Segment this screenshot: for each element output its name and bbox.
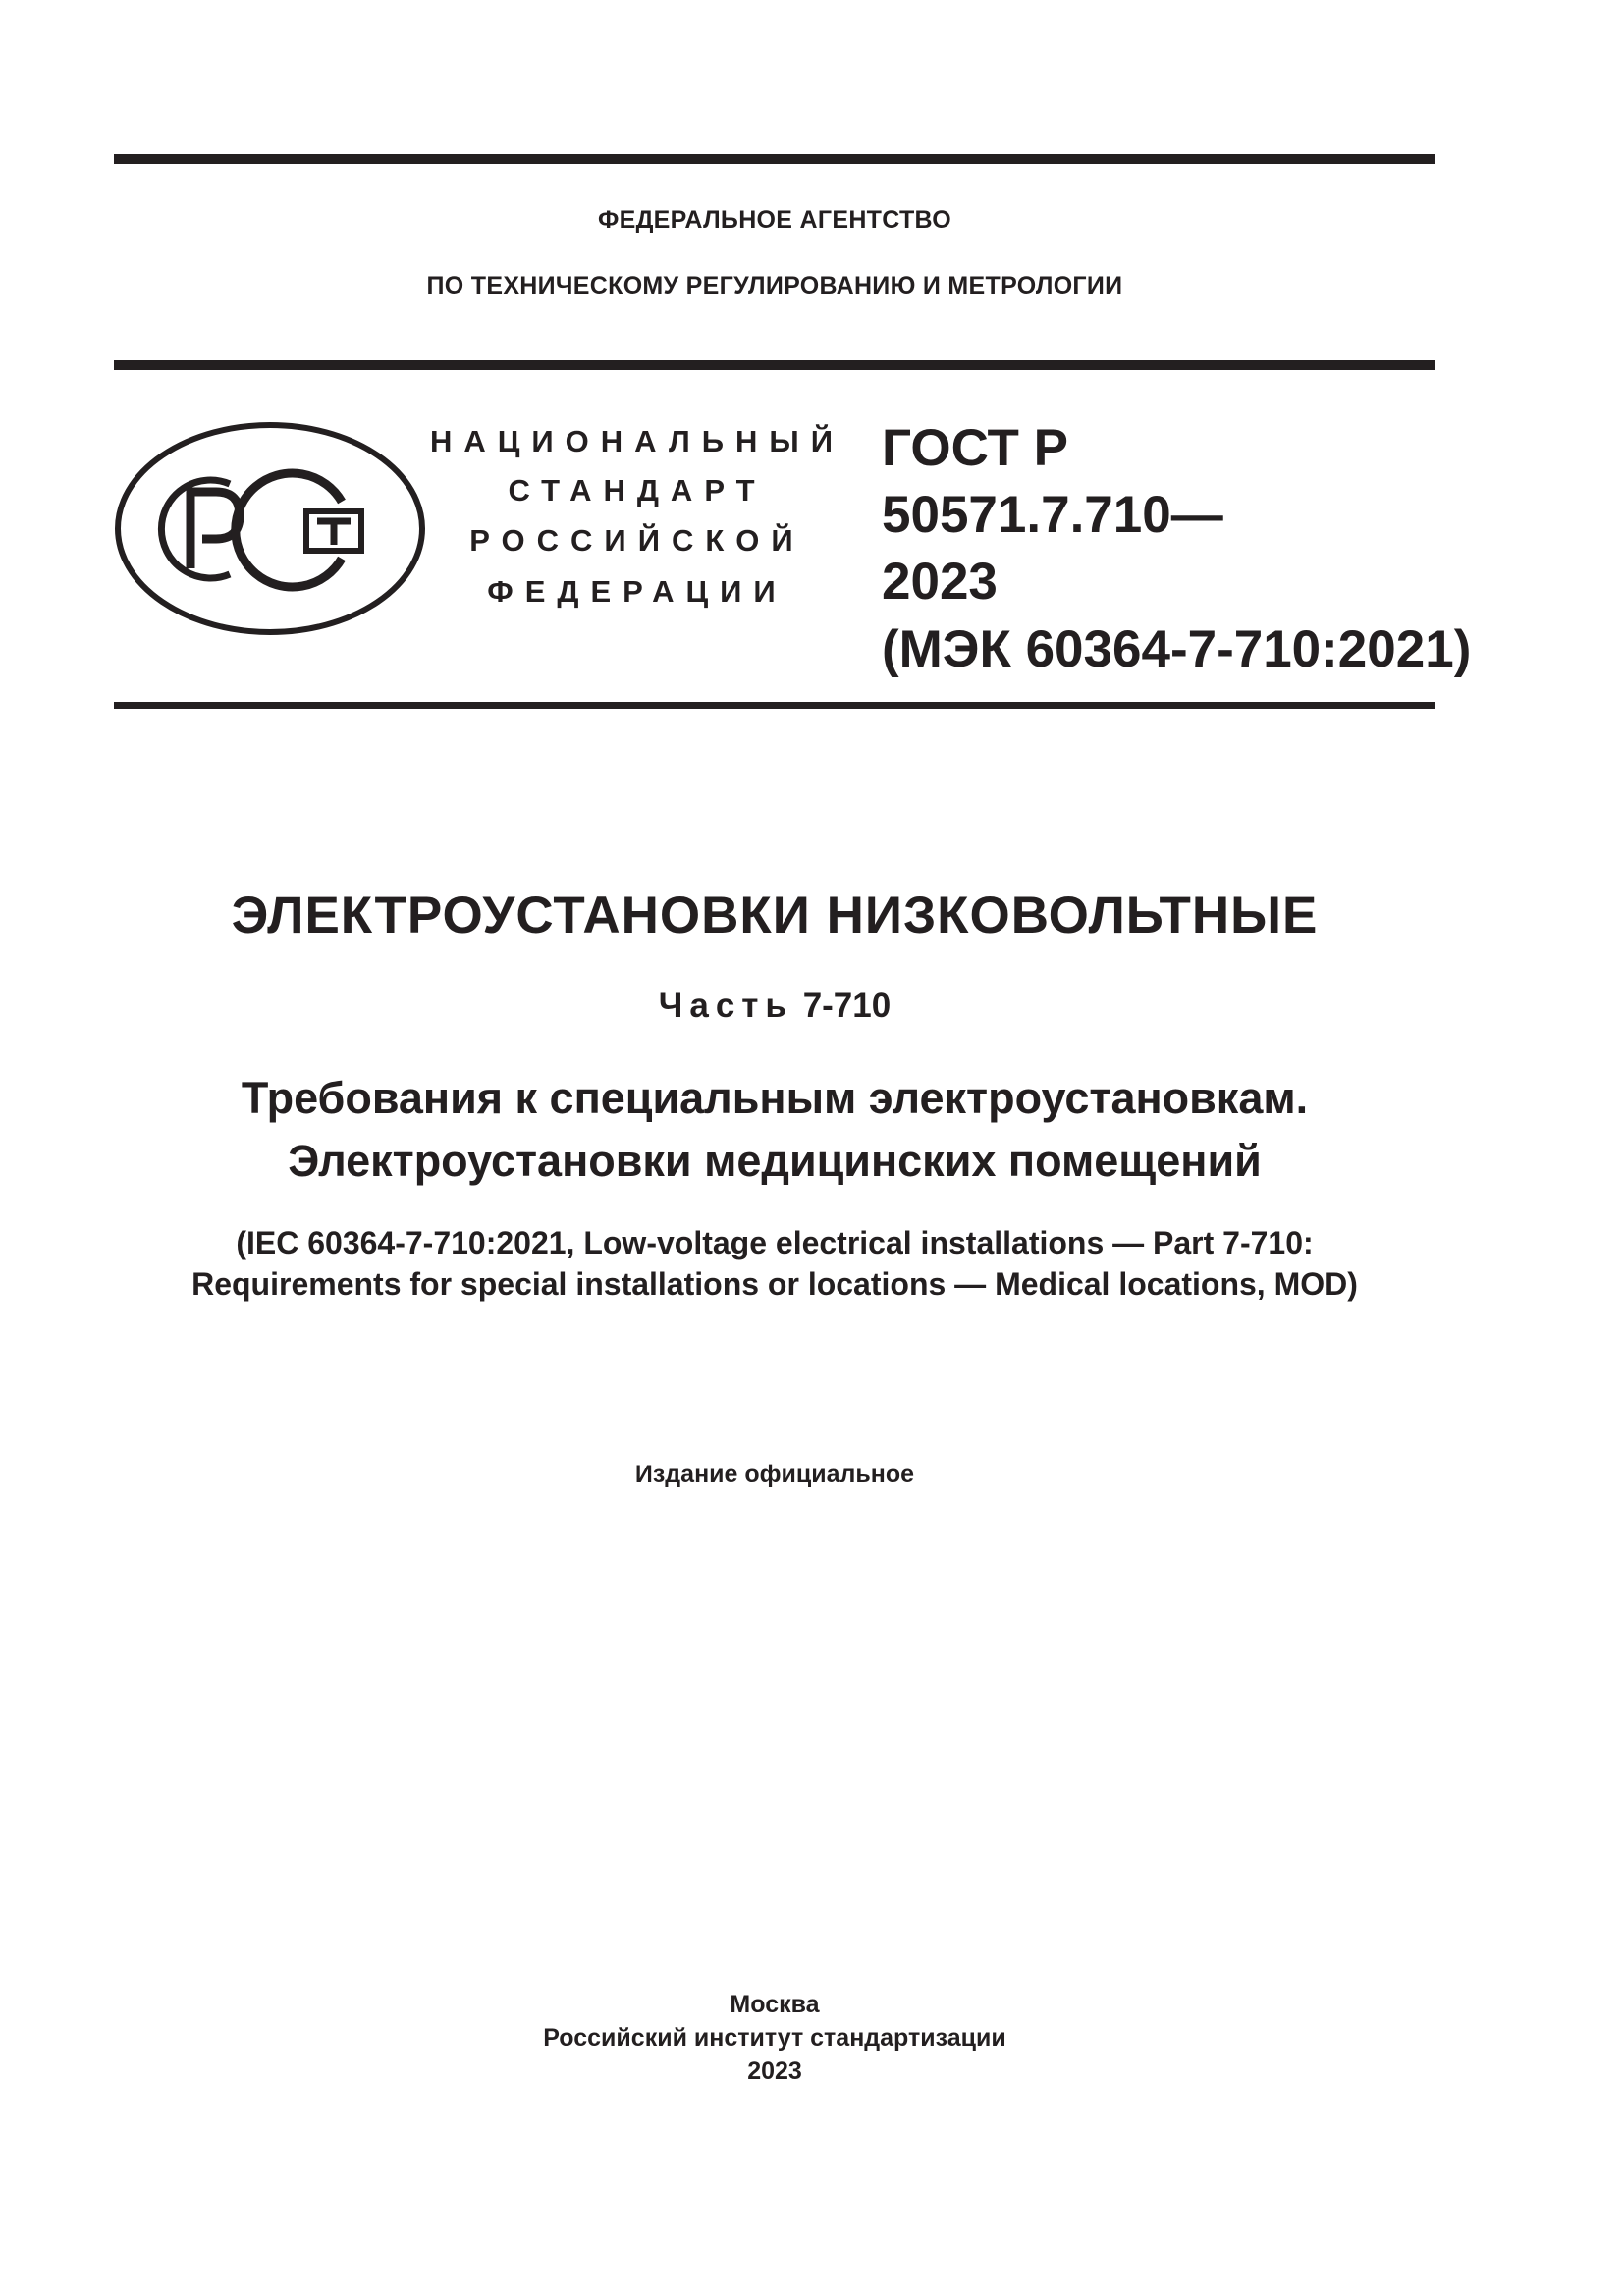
bottom-rule xyxy=(114,702,1435,709)
designation-line1: ГОСТ Р xyxy=(882,419,1068,477)
designation-line3: 2023 xyxy=(882,553,998,611)
rst-conformity-mark-icon xyxy=(114,421,426,636)
subtitle-line1: Требования к специальным электроустановкам. xyxy=(241,1073,1309,1123)
imprint-year: 2023 xyxy=(747,2057,802,2085)
standard-type-line4: ФЕДЕРАЦИИ xyxy=(487,574,787,609)
subtitle-line2: Электроустановки медицинских помещений xyxy=(288,1136,1262,1186)
document-title: ЭЛЕКТРОУСТАНОВКИ НИЗКОВОЛЬТНЫЕ xyxy=(231,886,1319,944)
iec-reference-line2: Requirements for special installations or locations — Medical locations, MOD) xyxy=(191,1266,1358,1302)
part-word: Часть xyxy=(658,987,793,1025)
part-heading xyxy=(114,988,1435,1023)
imprint-city: Москва xyxy=(730,1991,820,2018)
standard-type-line3: РОССИЙСКОЙ xyxy=(469,523,805,558)
agency-name-line2: ПО ТЕХНИЧЕСКОМУ РЕГУЛИРОВАНИЮ И МЕТРОЛОГИИ xyxy=(426,272,1123,299)
part-number: 7-710 xyxy=(802,987,892,1025)
iec-reference-line1: (IEC 60364-7-710:2021, Low-voltage electrical installations — Part 7-710: xyxy=(236,1225,1314,1260)
imprint-publisher: Российский институт стандартизации xyxy=(543,2024,1006,2052)
agency-name-line1: ФЕДЕРАЛЬНОЕ АГЕНТСТВО xyxy=(597,206,952,234)
standard-type-line1: НАЦИОНАЛЬНЫЙ xyxy=(429,424,845,458)
standard-type-line2: СТАНДАРТ xyxy=(508,473,767,507)
designation-line4: (МЭК 60364-7-710:2021) xyxy=(882,620,1472,678)
middle-rule xyxy=(114,360,1435,370)
designation-line2: 50571.7.710— xyxy=(882,486,1223,544)
top-rule xyxy=(114,154,1435,164)
edition-note: Издание официальное xyxy=(634,1461,915,1488)
